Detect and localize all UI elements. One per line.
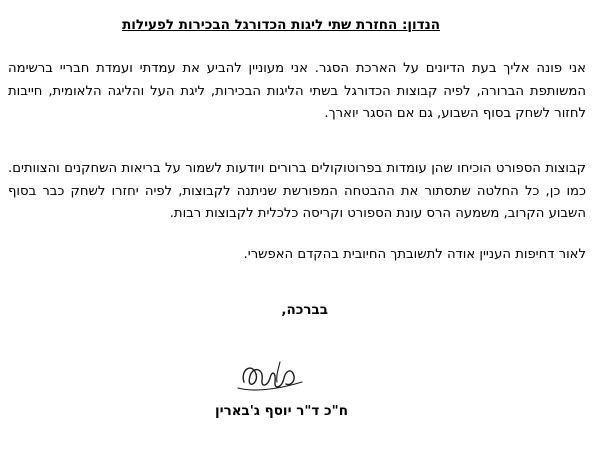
handwritten-signature: [232, 352, 312, 400]
letter-paragraph-2: קבוצות הספורט הוכיחו שהן עומדות בפרוטוקולים ברורים ויודעות לשמור על בריאות השחקנים והצוותים. כמו כן, כל החלטה שתסתור את ההבטחה המפורשת שניתנה לקבוצות, לפיה יחזרו לשחק כבר בסוף השבוע הקרוב, משמעה הרס עונת הספורט וקריסה כלכלית לקבוצות רבות.: [8, 161, 586, 221]
letter-paragraph-1: אני פונה אליך בעת הדיונים על הארכת הסגר. אני מעוניין להביע את עמדתי ועמדת חבריי ברשימה המשותפת הברורה, לפיה קבוצות הכדורגל בשתי הליגות הבכירות, ליגת העל והליגה הלאומית, חייבות לחזור לשחק בסוף השבוע, גם אם הסגר יוארך.: [8, 61, 586, 121]
letter-greeting: בברכה,: [281, 302, 328, 318]
letter-subject: הנדון: החזרת שתי ליגות הכדורגל הבכירות לפעילות: [122, 17, 440, 33]
letter-signer: ח"כ ד"ר יוסף ג'בארין: [214, 403, 348, 419]
letter-paragraph-3: לאור דחיפות העניין אודה לתשובתך החיובית בהקדם האפשרי.: [243, 247, 586, 262]
